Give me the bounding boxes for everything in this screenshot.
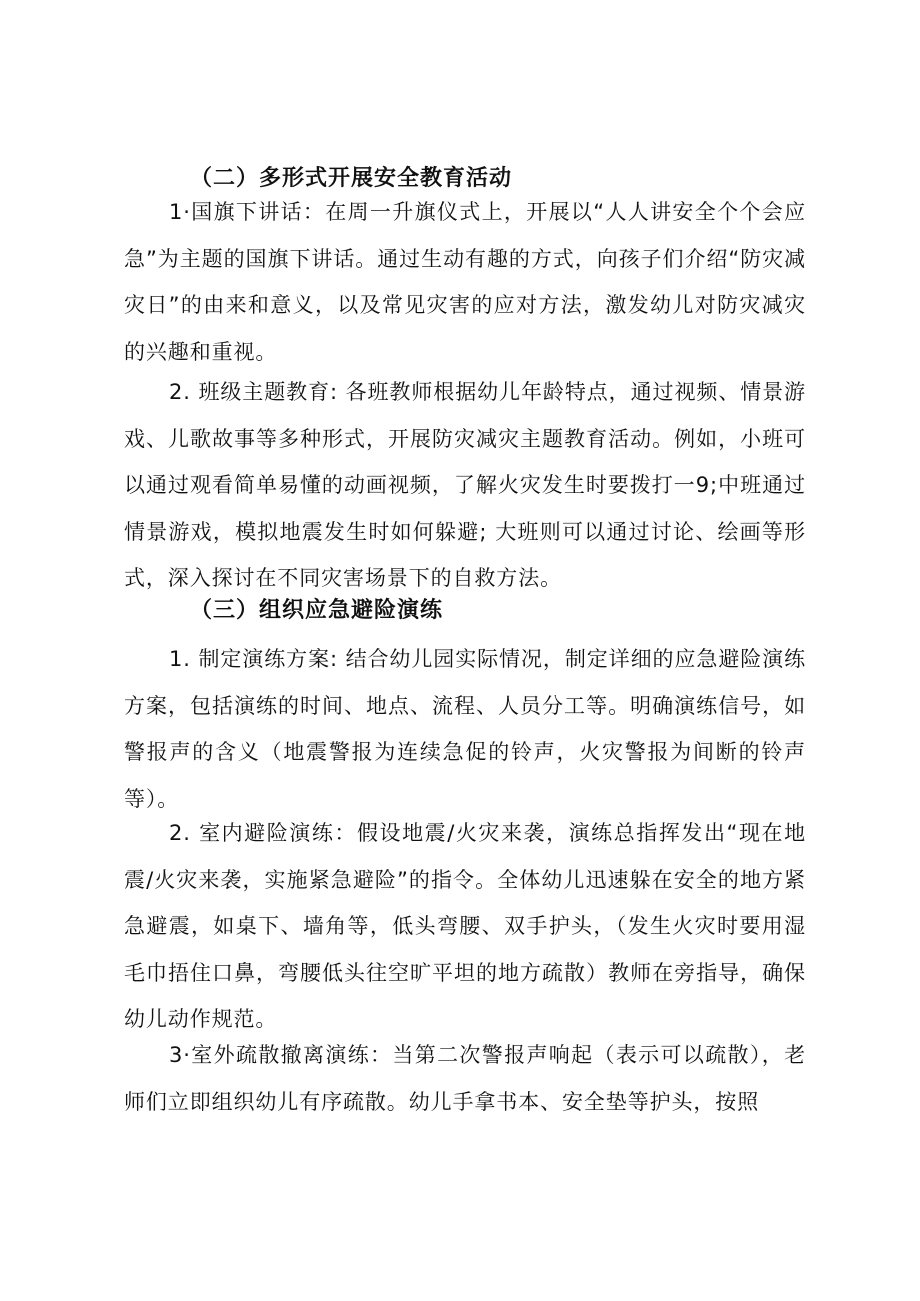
paragraph-drill-plan: 1. 制定演练方案: 结合幼儿园实际情况，制定详细的应急避险演练方案，包括演练的时间、地点、流程、人员分工等。明确演练信号，如警报声的含义（地震警报为连续急促的铃声，火灾警报为间断的铃声等）。 <box>124 647 806 811</box>
paragraph-class-education: 2. 班级主题教育: 各班教师根据幼儿年龄特点，通过视频、情景游戏、儿歌故事等多种形式，开展防灾减灾主题教育活动。例如，小班可以通过观看简单易懂的动画视频，了解火灾发生时要拨打一9;中班通过情景游戏，模拟地震发生时如何躲避; 大班则可以通过讨论、绘画等形式，深入探讨在不同灾害场景下的自救方法。 <box>124 380 806 590</box>
section-heading-3: （三）组织应急避险演练 <box>190 598 444 623</box>
section-heading-2: （二）多形式开展安全教育活动 <box>190 166 513 191</box>
paragraph-indoor-drill: 2. 室内避险演练：假设地震/火灾来袭，演练总指挥发出“现在地震/火灾来袭，实施紧急避险”的指令。全体幼儿迅速躲在安全的地方紧急避震，如桌下、墙角等，低头弯腰、双手护头，（发生火灾时要用湿毛巾捂住口鼻，弯腰低头往空旷平坦的地方疏散）教师在旁指导，确保幼儿动作规范。 <box>124 821 806 1031</box>
paragraph-flag-speech: 1·国旗下讲话：在周一升旗仪式上，开展以“人人讲安全个个会应急”为主题的国旗下讲话。通过生动有趣的方式，向孩子们介绍“防灾减灾日”的由来和意义，以及常见灾害的应对方法，激发幼儿对防灾减灾的兴趣和重视。 <box>124 200 806 364</box>
paragraph-outdoor-drill: 3·室外疏散撤离演练：当第二次警报声响起（表示可以疏散），老师们立即组织幼儿有序疏散。幼儿手拿书本、安全垫等护头，按照 <box>124 1043 806 1114</box>
